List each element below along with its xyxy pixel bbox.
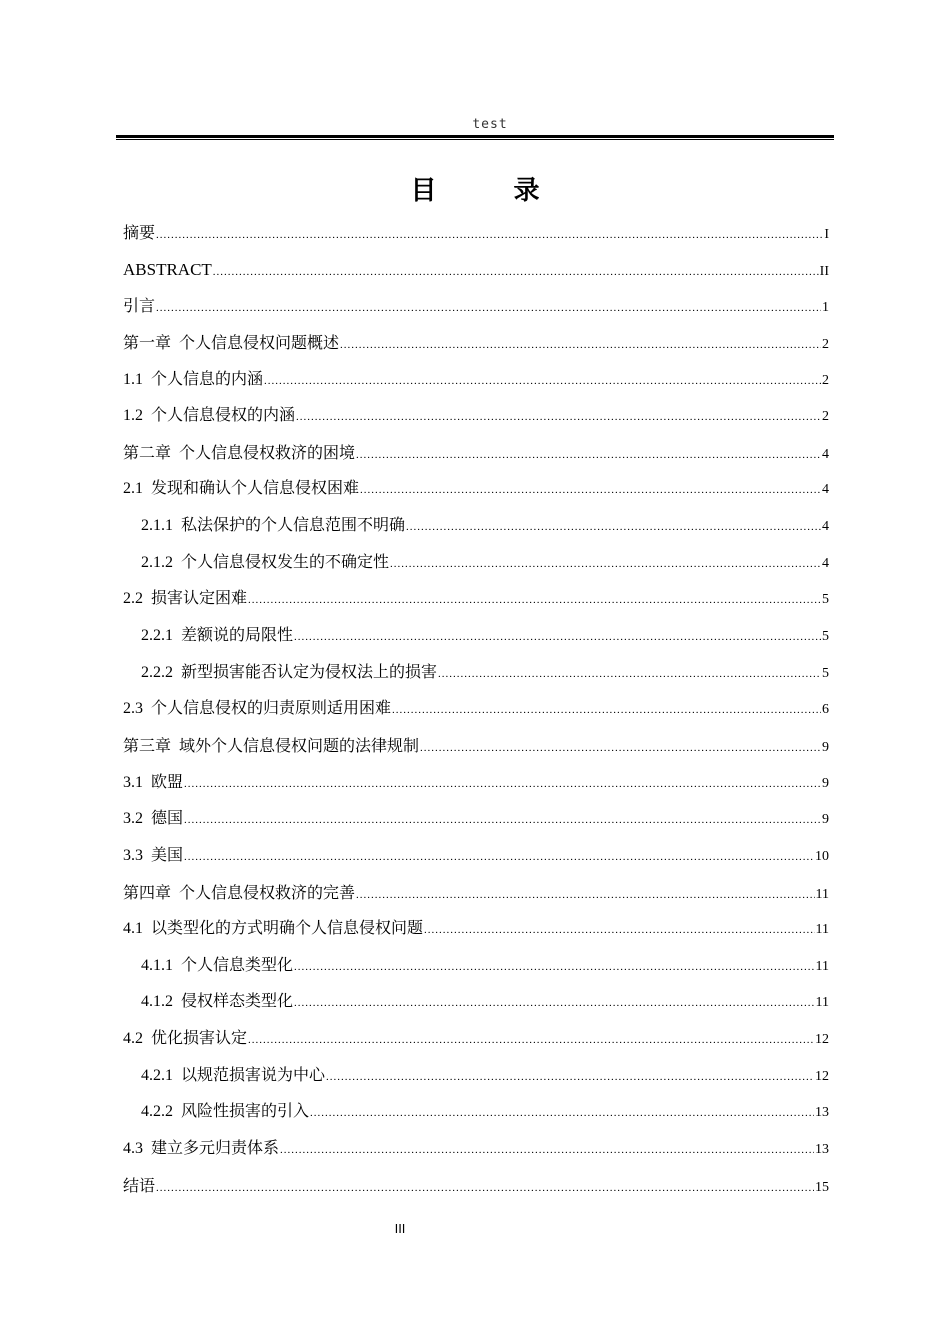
toc-entry-text: 个人信息侵权的归责原则适用困难 bbox=[151, 700, 392, 718]
toc-entry[interactable] bbox=[123, 585, 829, 622]
toc-entry-page: 11 bbox=[815, 922, 829, 938]
toc-entry-label bbox=[141, 952, 293, 980]
toc-dot-leader bbox=[406, 513, 821, 541]
toc-entry[interactable] bbox=[123, 695, 829, 732]
toc-entry-label bbox=[141, 659, 437, 687]
toc-entry[interactable] bbox=[123, 329, 829, 366]
toc-entry-page: 13 bbox=[815, 1142, 829, 1158]
header-rule-thick bbox=[116, 135, 834, 138]
toc-entry-text: 个人信息侵权问题概述 bbox=[179, 332, 340, 352]
toc-entry-page: 4 bbox=[822, 555, 829, 571]
toc-entry-label bbox=[123, 256, 212, 284]
toc-entry-number: 2.2 bbox=[123, 590, 143, 608]
toc-entry-label bbox=[141, 622, 293, 650]
toc-entry-text: 个人信息侵权发生的不确定性 bbox=[181, 553, 390, 571]
toc-entry-label bbox=[123, 915, 423, 943]
toc-entry-text: 域外个人信息侵权问题的法律规制 bbox=[179, 735, 420, 755]
toc-entry-number: 3.1 bbox=[123, 773, 143, 791]
toc-entry-label bbox=[123, 732, 419, 760]
toc-entry-text: 差额说的局限性 bbox=[181, 627, 294, 645]
toc-dot-leader bbox=[294, 953, 815, 981]
toc-entry-number: 4.2.2 bbox=[141, 1103, 173, 1121]
toc-entry-page: 15 bbox=[815, 1179, 829, 1195]
toc-entry-page: 4 bbox=[822, 519, 829, 535]
toc-entry[interactable] bbox=[123, 475, 829, 512]
toc-entry-label bbox=[123, 366, 263, 394]
toc-entry[interactable] bbox=[123, 366, 829, 403]
toc-entry-page: 6 bbox=[822, 702, 829, 718]
toc-entry[interactable] bbox=[123, 549, 829, 586]
toc-entry[interactable] bbox=[123, 1025, 829, 1062]
toc-entry-page: 5 bbox=[822, 592, 829, 608]
toc-dot-leader bbox=[294, 989, 815, 1017]
running-header: test bbox=[472, 117, 508, 132]
toc-entry-text: 个人信息的内涵 bbox=[151, 370, 264, 388]
toc-entry-number: 4.2 bbox=[123, 1030, 143, 1048]
toc-entry-label bbox=[123, 805, 183, 833]
toc-entry[interactable] bbox=[123, 915, 829, 952]
toc-entry-number: 4.1 bbox=[123, 920, 143, 938]
toc-entry[interactable] bbox=[123, 256, 829, 293]
toc-dot-leader bbox=[184, 843, 814, 871]
toc-entry-page: 9 bbox=[822, 775, 829, 791]
toc-dot-leader bbox=[248, 586, 821, 614]
toc-entry-text: 以类型化的方式明确个人信息侵权问题 bbox=[151, 920, 424, 938]
toc-entry-text: 新型损害能否认定为侵权法上的损害 bbox=[181, 663, 438, 681]
toc-entry-text: 损害认定困难 bbox=[151, 590, 248, 608]
toc-dot-leader bbox=[156, 1174, 814, 1202]
toc-entry-label bbox=[123, 329, 339, 357]
toc-entry-number: 2.2.2 bbox=[141, 663, 173, 681]
toc-entry-label bbox=[123, 402, 295, 430]
toc-entry-page: 11 bbox=[815, 958, 829, 974]
toc-dot-leader bbox=[340, 331, 821, 359]
toc-entry-label bbox=[123, 769, 183, 797]
toc-entry-page: 12 bbox=[815, 1068, 829, 1084]
toc-dot-leader bbox=[424, 916, 815, 944]
toc-entry-text: 引言 bbox=[123, 296, 156, 316]
page-number: III bbox=[394, 1221, 406, 1236]
toc-entry-label bbox=[141, 512, 405, 540]
toc-entry-label bbox=[141, 1098, 309, 1126]
toc-dot-leader bbox=[356, 441, 821, 469]
toc-entry-label bbox=[123, 1172, 155, 1200]
toc-entry-number: 第四章 bbox=[123, 882, 172, 902]
toc-entry-text: 风险性损害的引入 bbox=[181, 1103, 310, 1121]
toc-entry[interactable] bbox=[123, 1135, 829, 1172]
toc-entry-page: 10 bbox=[815, 848, 829, 864]
toc-entry[interactable] bbox=[123, 219, 829, 256]
toc-entry-number: 第三章 bbox=[123, 735, 172, 755]
toc-dot-leader bbox=[248, 1026, 814, 1054]
toc-entry-page: 13 bbox=[815, 1105, 829, 1121]
toc-title: 目 录 bbox=[410, 176, 574, 206]
toc-entry-label bbox=[141, 1062, 325, 1090]
toc-dot-leader bbox=[310, 1099, 814, 1127]
toc-entry-text: 结语 bbox=[123, 1175, 156, 1195]
toc-dot-leader bbox=[390, 550, 821, 578]
toc-dot-leader bbox=[184, 806, 821, 834]
toc-entry-text: 美国 bbox=[151, 846, 184, 864]
toc-entry-number: 3.3 bbox=[123, 846, 143, 864]
table-of-contents bbox=[123, 219, 829, 1208]
toc-entry-page: I bbox=[824, 227, 829, 242]
toc-entry[interactable] bbox=[123, 842, 829, 879]
toc-entry-number: 2.1.1 bbox=[141, 517, 173, 535]
toc-entry-text: 侵权样态类型化 bbox=[181, 993, 294, 1011]
toc-entry-label bbox=[123, 475, 359, 503]
toc-entry[interactable] bbox=[123, 439, 829, 476]
toc-entry-page: 9 bbox=[822, 739, 829, 755]
toc-entry[interactable] bbox=[123, 512, 829, 549]
toc-dot-leader bbox=[294, 623, 821, 651]
toc-entry[interactable] bbox=[123, 952, 829, 989]
toc-dot-leader bbox=[360, 476, 821, 504]
toc-dot-leader bbox=[213, 258, 819, 286]
toc-entry-text: 欧盟 bbox=[151, 773, 184, 791]
toc-entry-number: 4.3 bbox=[123, 1140, 143, 1158]
toc-entry-page: 12 bbox=[815, 1032, 829, 1048]
toc-entry-page: 2 bbox=[822, 409, 829, 425]
toc-entry-page: 4 bbox=[822, 446, 829, 462]
toc-entry-number: 1.2 bbox=[123, 407, 143, 425]
toc-entry[interactable] bbox=[123, 805, 829, 842]
toc-entry[interactable] bbox=[123, 988, 829, 1025]
toc-dot-leader bbox=[184, 770, 821, 798]
toc-dot-leader bbox=[156, 294, 821, 322]
toc-dot-leader bbox=[438, 660, 821, 688]
toc-entry-text: 个人信息侵权救济的完善 bbox=[179, 882, 356, 902]
toc-entry-number: 4.2.1 bbox=[141, 1066, 173, 1084]
toc-entry-label bbox=[123, 695, 391, 723]
toc-entry-page: 11 bbox=[815, 886, 829, 902]
toc-dot-leader bbox=[264, 367, 821, 395]
toc-entry-text: 个人信息侵权的内涵 bbox=[151, 407, 296, 425]
toc-entry-number: 2.3 bbox=[123, 700, 143, 718]
toc-entry-page: 11 bbox=[815, 995, 829, 1011]
toc-entry-number: 2.1.2 bbox=[141, 553, 173, 571]
toc-entry-text: 以规范损害说为中心 bbox=[181, 1066, 326, 1084]
toc-dot-leader bbox=[280, 1136, 814, 1164]
toc-entry-number: 4.1.2 bbox=[141, 993, 173, 1011]
toc-entry-label bbox=[123, 439, 355, 467]
header-double-rule bbox=[116, 135, 834, 141]
toc-entry[interactable] bbox=[123, 1062, 829, 1099]
toc-entry[interactable] bbox=[123, 1098, 829, 1135]
toc-entry[interactable] bbox=[123, 1172, 829, 1209]
toc-entry-page: 2 bbox=[822, 336, 829, 352]
toc-dot-leader bbox=[356, 881, 814, 909]
toc-entry[interactable] bbox=[123, 292, 829, 329]
toc-entry-page: 5 bbox=[822, 665, 829, 681]
toc-dot-leader bbox=[392, 696, 821, 724]
toc-entry[interactable] bbox=[123, 659, 829, 696]
toc-entry-number: 2.1 bbox=[123, 480, 143, 498]
toc-entry-page: 5 bbox=[822, 629, 829, 645]
toc-entry-text: 个人信息侵权救济的困境 bbox=[179, 442, 356, 462]
toc-entry[interactable] bbox=[123, 622, 829, 659]
toc-entry-page: II bbox=[819, 263, 829, 279]
toc-entry-label bbox=[141, 988, 293, 1016]
toc-entry-number: 第一章 bbox=[123, 332, 172, 352]
toc-entry-text: 建立多元归责体系 bbox=[151, 1140, 280, 1158]
toc-entry-page: 1 bbox=[822, 300, 829, 316]
toc-entry-label bbox=[123, 219, 155, 247]
toc-dot-leader bbox=[296, 403, 821, 431]
toc-entry[interactable] bbox=[123, 402, 829, 439]
toc-entry-text: 个人信息类型化 bbox=[181, 956, 294, 974]
toc-entry-text: 摘要 bbox=[123, 223, 156, 242]
toc-entry-label bbox=[123, 292, 155, 320]
header-rule-thin bbox=[116, 139, 834, 140]
toc-dot-leader bbox=[326, 1063, 814, 1091]
toc-entry-label bbox=[123, 1135, 279, 1163]
toc-entry[interactable] bbox=[123, 732, 829, 769]
toc-entry[interactable] bbox=[123, 769, 829, 806]
toc-entry-text: 发现和确认个人信息侵权困难 bbox=[151, 480, 360, 498]
toc-dot-leader bbox=[420, 734, 821, 762]
toc-entry-text: 优化损害认定 bbox=[151, 1030, 248, 1048]
toc-entry-number: 4.1.1 bbox=[141, 956, 173, 974]
toc-entry-number: 第二章 bbox=[123, 442, 172, 462]
toc-entry-page: 9 bbox=[822, 812, 829, 828]
toc-entry-number: 3.2 bbox=[123, 810, 143, 828]
toc-entry-text: ABSTRACT bbox=[123, 259, 212, 279]
toc-entry-label bbox=[123, 1025, 247, 1053]
toc-entry-text: 德国 bbox=[151, 810, 184, 828]
toc-entry-label bbox=[141, 549, 389, 577]
toc-entry-number: 1.1 bbox=[123, 370, 143, 388]
toc-entry-page: 2 bbox=[822, 372, 829, 388]
toc-dot-leader bbox=[156, 221, 823, 249]
toc-entry-label bbox=[123, 879, 355, 907]
toc-entry-number: 2.2.1 bbox=[141, 627, 173, 645]
toc-entry-text: 私法保护的个人信息范围不明确 bbox=[181, 517, 406, 535]
toc-entry[interactable] bbox=[123, 879, 829, 916]
toc-entry-label bbox=[123, 842, 183, 870]
toc-entry-label bbox=[123, 585, 247, 613]
toc-entry-page: 4 bbox=[822, 482, 829, 498]
